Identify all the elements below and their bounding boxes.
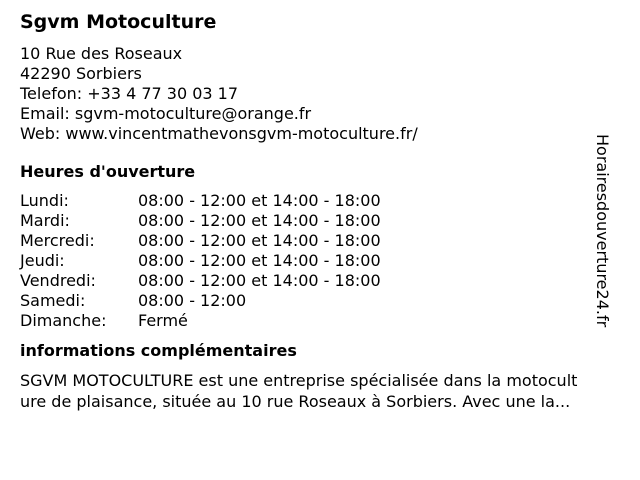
- hours-row-friday: [20, 271, 620, 291]
- hours-row-thursday: [20, 251, 620, 271]
- info-description-line: SGVM MOTOCULTURE est une entreprise spécialisée dans la motocult: [20, 371, 578, 390]
- business-card: [20, 10, 620, 412]
- day-label: Dimanche:: [20, 311, 107, 330]
- day-label: Samedi:: [20, 291, 86, 310]
- day-hours: 08:00 - 12:00: [138, 291, 247, 310]
- day-hours: 08:00 - 12:00 et 14:00 - 18:00: [138, 211, 381, 230]
- day-hours: 08:00 - 12:00 et 14:00 - 18:00: [138, 251, 381, 270]
- day-label: Jeudi:: [20, 251, 65, 270]
- address-street: 10 Rue des Roseaux: [20, 44, 183, 63]
- business-name: Sgvm Motoculture: [20, 11, 217, 33]
- day-label: Mercredi:: [20, 231, 95, 250]
- address-city: 42290 Sorbiers: [20, 64, 142, 83]
- info-heading: informations complémentaires: [20, 341, 297, 360]
- website-line: Web: www.vincentmathevonsgvm-motoculture.fr/: [20, 124, 418, 143]
- day-hours: 08:00 - 12:00 et 14:00 - 18:00: [138, 191, 381, 210]
- hours-row-saturday: [20, 291, 620, 311]
- info-description-line: ure de plaisance, située au 10 rue Roseaux à Sorbiers. Avec une la...: [20, 392, 571, 411]
- site-watermark: Horairesdouverture24.fr: [593, 134, 612, 328]
- day-hours: Fermé: [138, 311, 188, 330]
- day-label: Mardi:: [20, 211, 70, 230]
- hours-row-wednesday: [20, 231, 620, 251]
- email-line: Email: sgvm-motoculture@orange.fr: [20, 104, 312, 123]
- hours-row-monday: [20, 191, 620, 211]
- hours-row-sunday: [20, 311, 620, 331]
- info-description: [20, 370, 622, 412]
- day-hours: 08:00 - 12:00 et 14:00 - 18:00: [138, 271, 381, 290]
- phone-line: Telefon: +33 4 77 30 03 17: [20, 84, 239, 103]
- day-hours: 08:00 - 12:00 et 14:00 - 18:00: [138, 231, 381, 250]
- hours-table: [20, 191, 620, 331]
- day-label: Vendredi:: [20, 271, 96, 290]
- day-label: Lundi:: [20, 191, 69, 210]
- hours-row-tuesday: [20, 211, 620, 231]
- hours-heading: Heures d'ouverture: [20, 162, 196, 181]
